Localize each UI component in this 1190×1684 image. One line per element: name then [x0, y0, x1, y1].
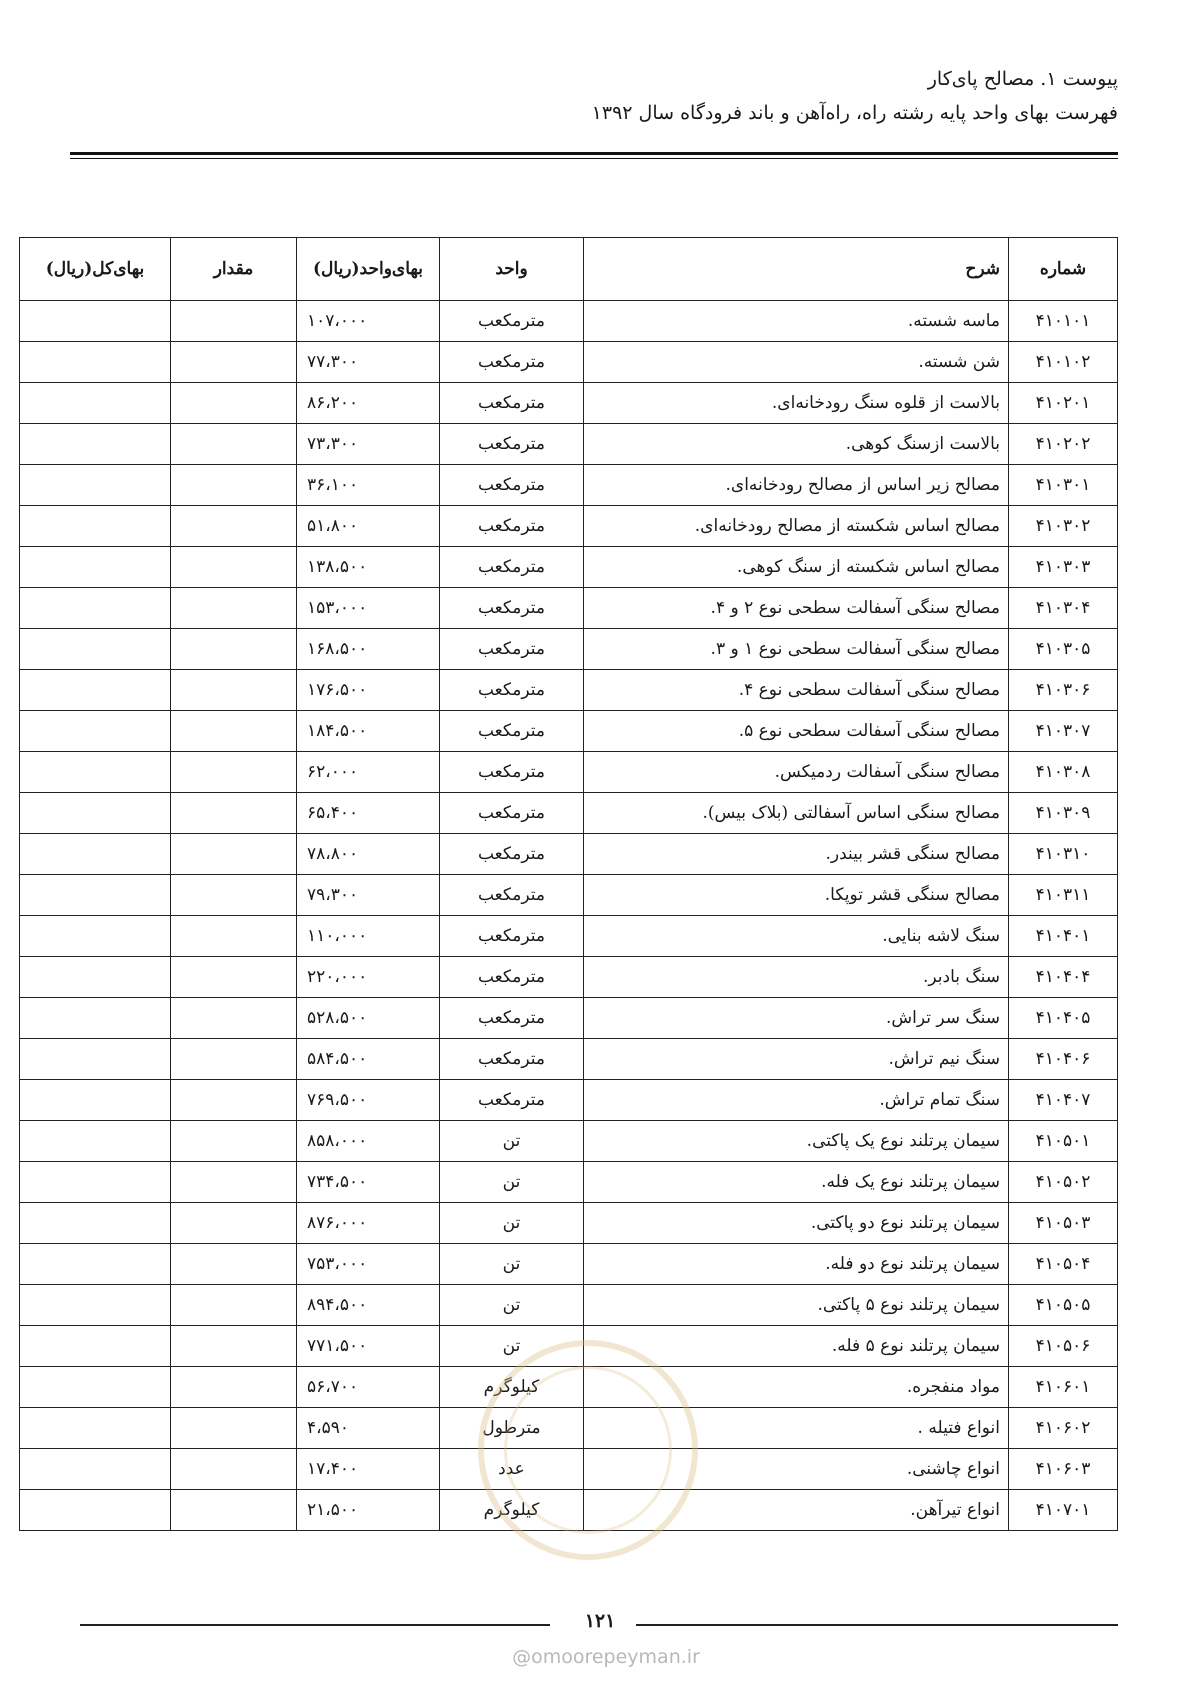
cell-total-price — [20, 1367, 171, 1408]
cell-unit-price: ۷۸،۸۰۰ — [297, 834, 440, 875]
cell-unit: مترمکعب — [440, 383, 584, 424]
cell-description: سیمان پرتلند نوع دو فله. — [584, 1244, 1009, 1285]
cell-code: ۴۱۰۵۰۳ — [1009, 1203, 1118, 1244]
cell-description: سیمان پرتلند نوع ۵ پاکتی. — [584, 1285, 1009, 1326]
cell-total-price — [20, 875, 171, 916]
table-row — [20, 1244, 1118, 1285]
cell-unit: مترمکعب — [440, 629, 584, 670]
cell-quantity — [171, 547, 297, 588]
cell-code: ۴۱۰۲۰۲ — [1009, 424, 1118, 465]
cell-total-price — [20, 1039, 171, 1080]
cell-unit: مترمکعب — [440, 424, 584, 465]
cell-code: ۴۱۰۵۰۲ — [1009, 1162, 1118, 1203]
cell-unit-price: ۱۱۰،۰۰۰ — [297, 916, 440, 957]
cell-description: مصالح سنگی آسفالت سطحی نوع ۴. — [584, 670, 1009, 711]
table-row — [20, 1039, 1118, 1080]
cell-description: سنگ تمام تراش. — [584, 1080, 1009, 1121]
cell-description: سنگ بادبر. — [584, 957, 1009, 998]
cell-quantity — [171, 1039, 297, 1080]
cell-unit-price: ۷۵۳،۰۰۰ — [297, 1244, 440, 1285]
cell-total-price — [20, 588, 171, 629]
cell-description: مصالح سنگی قشر بیندر. — [584, 834, 1009, 875]
cell-description: سیمان پرتلند نوع دو پاکتی. — [584, 1203, 1009, 1244]
cell-unit-price: ۸۹۴،۵۰۰ — [297, 1285, 440, 1326]
cell-quantity — [171, 1326, 297, 1367]
page-header — [592, 62, 1118, 130]
cell-unit-price: ۵۲۸،۵۰۰ — [297, 998, 440, 1039]
cell-description: مواد منفجره. — [584, 1367, 1009, 1408]
table-row — [20, 875, 1118, 916]
cell-unit-price: ۷۳،۳۰۰ — [297, 424, 440, 465]
cell-unit-price: ۱۶۸،۵۰۰ — [297, 629, 440, 670]
cell-unit: مترمکعب — [440, 957, 584, 998]
cell-unit: کیلوگرم — [440, 1490, 584, 1531]
cell-code: ۴۱۰۳۰۱ — [1009, 465, 1118, 506]
cell-quantity — [171, 752, 297, 793]
cell-unit-price: ۱۷۶،۵۰۰ — [297, 670, 440, 711]
cell-total-price — [20, 793, 171, 834]
cell-description: مصالح اساس شکسته از مصالح رودخانه‌ای. — [584, 506, 1009, 547]
cell-unit-price: ۸۵۸،۰۰۰ — [297, 1121, 440, 1162]
cell-total-price — [20, 1080, 171, 1121]
table-row — [20, 1203, 1118, 1244]
cell-unit: مترمکعب — [440, 1080, 584, 1121]
cell-quantity — [171, 1244, 297, 1285]
table-row — [20, 424, 1118, 465]
cell-unit: مترمکعب — [440, 588, 584, 629]
cell-total-price — [20, 342, 171, 383]
cell-unit-price: ۷۶۹،۵۰۰ — [297, 1080, 440, 1121]
cell-description: سنگ سر تراش. — [584, 998, 1009, 1039]
cell-unit-price: ۳۶،۱۰۰ — [297, 465, 440, 506]
cell-code: ۴۱۰۶۰۳ — [1009, 1449, 1118, 1490]
cell-total-price — [20, 670, 171, 711]
cell-code: ۴۱۰۳۰۲ — [1009, 506, 1118, 547]
cell-quantity — [171, 1367, 297, 1408]
cell-unit: مترمکعب — [440, 547, 584, 588]
cell-code: ۴۱۰۳۰۵ — [1009, 629, 1118, 670]
cell-code: ۴۱۰۳۰۸ — [1009, 752, 1118, 793]
cell-unit: مترطول — [440, 1408, 584, 1449]
cell-unit: مترمکعب — [440, 301, 584, 342]
cell-unit-price: ۵۸۴،۵۰۰ — [297, 1039, 440, 1080]
table-row — [20, 670, 1118, 711]
cell-quantity — [171, 342, 297, 383]
cell-description: انواع چاشنی. — [584, 1449, 1009, 1490]
table-row — [20, 465, 1118, 506]
cell-quantity — [171, 957, 297, 998]
header-unit: واحد — [440, 238, 584, 301]
cell-description: سنگ نیم تراش. — [584, 1039, 1009, 1080]
table-row — [20, 1080, 1118, 1121]
page-number: ۱۲۱ — [570, 1610, 630, 1632]
cell-description: مصالح سنگی قشر توپکا. — [584, 875, 1009, 916]
table-row — [20, 957, 1118, 998]
table-row — [20, 998, 1118, 1039]
cell-unit: مترمکعب — [440, 1039, 584, 1080]
cell-code: ۴۱۰۶۰۱ — [1009, 1367, 1118, 1408]
cell-description: سنگ لاشه بنایی. — [584, 916, 1009, 957]
table-row — [20, 1490, 1118, 1531]
header-rule-thick — [70, 152, 1118, 155]
cell-quantity — [171, 834, 297, 875]
cell-unit: مترمکعب — [440, 342, 584, 383]
cell-code: ۴۱۰۳۰۴ — [1009, 588, 1118, 629]
cell-quantity — [171, 670, 297, 711]
table-row — [20, 1367, 1118, 1408]
header-total-price: بهای‌کل(ریال) — [20, 238, 171, 301]
cell-quantity — [171, 506, 297, 547]
cell-code: ۴۱۰۶۰۲ — [1009, 1408, 1118, 1449]
cell-quantity — [171, 465, 297, 506]
cell-description: انواع تیرآهن. — [584, 1490, 1009, 1531]
cell-unit-price: ۷۷۱،۵۰۰ — [297, 1326, 440, 1367]
cell-quantity — [171, 629, 297, 670]
cell-quantity — [171, 1408, 297, 1449]
cell-total-price — [20, 957, 171, 998]
cell-quantity — [171, 711, 297, 752]
cell-total-price — [20, 916, 171, 957]
table-row — [20, 1408, 1118, 1449]
cell-total-price — [20, 834, 171, 875]
cell-code: ۴۱۰۲۰۱ — [1009, 383, 1118, 424]
cell-unit: مترمکعب — [440, 670, 584, 711]
cell-unit-price: ۷۹،۳۰۰ — [297, 875, 440, 916]
cell-quantity — [171, 1449, 297, 1490]
cell-quantity — [171, 1490, 297, 1531]
cell-total-price — [20, 383, 171, 424]
table-row — [20, 1285, 1118, 1326]
table-row — [20, 588, 1118, 629]
table-row — [20, 1162, 1118, 1203]
table-row — [20, 547, 1118, 588]
cell-unit-price: ۷۳۴،۵۰۰ — [297, 1162, 440, 1203]
table-row — [20, 383, 1118, 424]
cell-quantity — [171, 383, 297, 424]
table-row — [20, 916, 1118, 957]
header-unit-price: بهای‌واحد(ریال) — [297, 238, 440, 301]
cell-code: ۴۱۰۴۰۵ — [1009, 998, 1118, 1039]
cell-total-price — [20, 1490, 171, 1531]
cell-unit-price: ۵۶،۷۰۰ — [297, 1367, 440, 1408]
cell-unit-price: ۲۲۰،۰۰۰ — [297, 957, 440, 998]
cell-quantity — [171, 588, 297, 629]
header-code: شماره — [1009, 238, 1118, 301]
cell-description: سیمان پرتلند نوع ۵ فله. — [584, 1326, 1009, 1367]
cell-code: ۴۱۰۳۰۶ — [1009, 670, 1118, 711]
watermark-site-text: @omoorepeyman.ir — [512, 1646, 700, 1668]
table-row — [20, 506, 1118, 547]
cell-code: ۴۱۰۴۰۴ — [1009, 957, 1118, 998]
table-row — [20, 1449, 1118, 1490]
cell-total-price — [20, 1203, 171, 1244]
cell-unit-price: ۶۵،۴۰۰ — [297, 793, 440, 834]
cell-unit: مترمکعب — [440, 793, 584, 834]
cell-unit-price: ۴،۵۹۰ — [297, 1408, 440, 1449]
cell-unit-price: ۱۸۴،۵۰۰ — [297, 711, 440, 752]
cell-unit: تن — [440, 1244, 584, 1285]
table-row — [20, 301, 1118, 342]
cell-unit: مترمکعب — [440, 465, 584, 506]
cell-description: بالاست از قلوه سنگ رودخانه‌ای. — [584, 383, 1009, 424]
cell-description: شن شسته. — [584, 342, 1009, 383]
cell-unit-price: ۱۷،۴۰۰ — [297, 1449, 440, 1490]
table-row — [20, 342, 1118, 383]
cell-description: سیمان پرتلند نوع یک پاکتی. — [584, 1121, 1009, 1162]
cell-description: مصالح اساس شکسته از سنگ کوهی. — [584, 547, 1009, 588]
cell-unit-price: ۷۷،۳۰۰ — [297, 342, 440, 383]
cell-total-price — [20, 711, 171, 752]
cell-total-price — [20, 1326, 171, 1367]
cell-description: مصالح سنگی اساس آسفالتی (بلاک بیس). — [584, 793, 1009, 834]
cell-total-price — [20, 506, 171, 547]
cell-quantity — [171, 916, 297, 957]
cell-code: ۴۱۰۴۰۷ — [1009, 1080, 1118, 1121]
cell-code: ۴۱۰۳۱۱ — [1009, 875, 1118, 916]
table-row — [20, 834, 1118, 875]
cell-description: انواع فتیله . — [584, 1408, 1009, 1449]
cell-code: ۴۱۰۷۰۱ — [1009, 1490, 1118, 1531]
cell-quantity — [171, 875, 297, 916]
cell-unit-price: ۱۰۷،۰۰۰ — [297, 301, 440, 342]
cell-total-price — [20, 1449, 171, 1490]
cell-description: بالاست ازسنگ کوهی. — [584, 424, 1009, 465]
cell-quantity — [171, 1285, 297, 1326]
cell-unit: تن — [440, 1203, 584, 1244]
cell-total-price — [20, 465, 171, 506]
cell-code: ۴۱۰۳۱۰ — [1009, 834, 1118, 875]
cell-unit: مترمکعب — [440, 711, 584, 752]
cell-unit: مترمکعب — [440, 834, 584, 875]
cell-unit: مترمکعب — [440, 998, 584, 1039]
cell-description: مصالح سنگی آسفالت ردمیکس. — [584, 752, 1009, 793]
cell-quantity — [171, 793, 297, 834]
cell-total-price — [20, 629, 171, 670]
cell-unit-price: ۸۶،۲۰۰ — [297, 383, 440, 424]
cell-description: مصالح سنگی آسفالت سطحی نوع ۵. — [584, 711, 1009, 752]
table-body — [20, 301, 1118, 1531]
cell-quantity — [171, 998, 297, 1039]
cell-unit-price: ۲۱،۵۰۰ — [297, 1490, 440, 1531]
cell-description: مصالح سنگی آسفالت سطحی نوع ۱ و ۳. — [584, 629, 1009, 670]
cell-quantity — [171, 1121, 297, 1162]
cell-description: مصالح سنگی آسفالت سطحی نوع ۲ و ۴. — [584, 588, 1009, 629]
cell-quantity — [171, 1080, 297, 1121]
cell-unit: مترمکعب — [440, 875, 584, 916]
cell-unit: عدد — [440, 1449, 584, 1490]
table-row — [20, 1326, 1118, 1367]
cell-code: ۴۱۰۵۰۶ — [1009, 1326, 1118, 1367]
cell-unit: تن — [440, 1326, 584, 1367]
table-row — [20, 1121, 1118, 1162]
cell-code: ۴۱۰۱۰۲ — [1009, 342, 1118, 383]
cell-unit-price: ۶۲،۰۰۰ — [297, 752, 440, 793]
header-quantity: مقدار — [171, 238, 297, 301]
cell-description: سیمان پرتلند نوع یک فله. — [584, 1162, 1009, 1203]
cell-code: ۴۱۰۵۰۱ — [1009, 1121, 1118, 1162]
cell-code: ۴۱۰۳۰۹ — [1009, 793, 1118, 834]
cell-code: ۴۱۰۵۰۵ — [1009, 1285, 1118, 1326]
cell-unit: مترمکعب — [440, 506, 584, 547]
cell-total-price — [20, 998, 171, 1039]
cell-total-price — [20, 424, 171, 465]
cell-quantity — [171, 301, 297, 342]
cell-code: ۴۱۰۳۰۷ — [1009, 711, 1118, 752]
cell-total-price — [20, 1244, 171, 1285]
cell-unit: کیلوگرم — [440, 1367, 584, 1408]
cell-quantity — [171, 424, 297, 465]
list-title: فهرست بهای واحد پایه رشته راه، راه‌آهن و باند فرودگاه سال ۱۳۹۲ — [591, 102, 1118, 124]
cell-unit: تن — [440, 1285, 584, 1326]
footer-rule-left — [80, 1624, 550, 1626]
cell-total-price — [20, 1121, 171, 1162]
cell-description: ماسه شسته. — [584, 301, 1009, 342]
cell-quantity — [171, 1162, 297, 1203]
price-table-container — [45, 237, 1118, 1531]
cell-unit-price: ۱۳۸،۵۰۰ — [297, 547, 440, 588]
cell-unit: تن — [440, 1121, 584, 1162]
cell-code: ۴۱۰۱۰۱ — [1009, 301, 1118, 342]
table-row — [20, 629, 1118, 670]
cell-unit: مترمکعب — [440, 916, 584, 957]
cell-total-price — [20, 1162, 171, 1203]
cell-description: مصالح زیر اساس از مصالح رودخانه‌ای. — [584, 465, 1009, 506]
table-row — [20, 752, 1118, 793]
cell-unit-price: ۵۱،۸۰۰ — [297, 506, 440, 547]
cell-total-price — [20, 1285, 171, 1326]
cell-unit-price: ۸۷۶،۰۰۰ — [297, 1203, 440, 1244]
cell-total-price — [20, 1408, 171, 1449]
cell-code: ۴۱۰۴۰۶ — [1009, 1039, 1118, 1080]
cell-unit-price: ۱۵۳،۰۰۰ — [297, 588, 440, 629]
cell-unit: تن — [440, 1162, 584, 1203]
cell-code: ۴۱۰۳۰۳ — [1009, 547, 1118, 588]
footer-rule-right — [636, 1624, 1118, 1626]
cell-total-price — [20, 752, 171, 793]
header-description: شرح — [584, 238, 1009, 301]
table-row — [20, 711, 1118, 752]
cell-quantity — [171, 1203, 297, 1244]
cell-code: ۴۱۰۴۰۱ — [1009, 916, 1118, 957]
appendix-title: پیوست ۱. مصالح پای‌کار — [927, 68, 1118, 90]
cell-unit: مترمکعب — [440, 752, 584, 793]
cell-total-price — [20, 301, 171, 342]
cell-total-price — [20, 547, 171, 588]
header-rule-thin — [70, 158, 1118, 159]
cell-code: ۴۱۰۵۰۴ — [1009, 1244, 1118, 1285]
price-table — [19, 237, 1118, 1531]
table-header-row — [20, 238, 1118, 301]
table-row — [20, 793, 1118, 834]
